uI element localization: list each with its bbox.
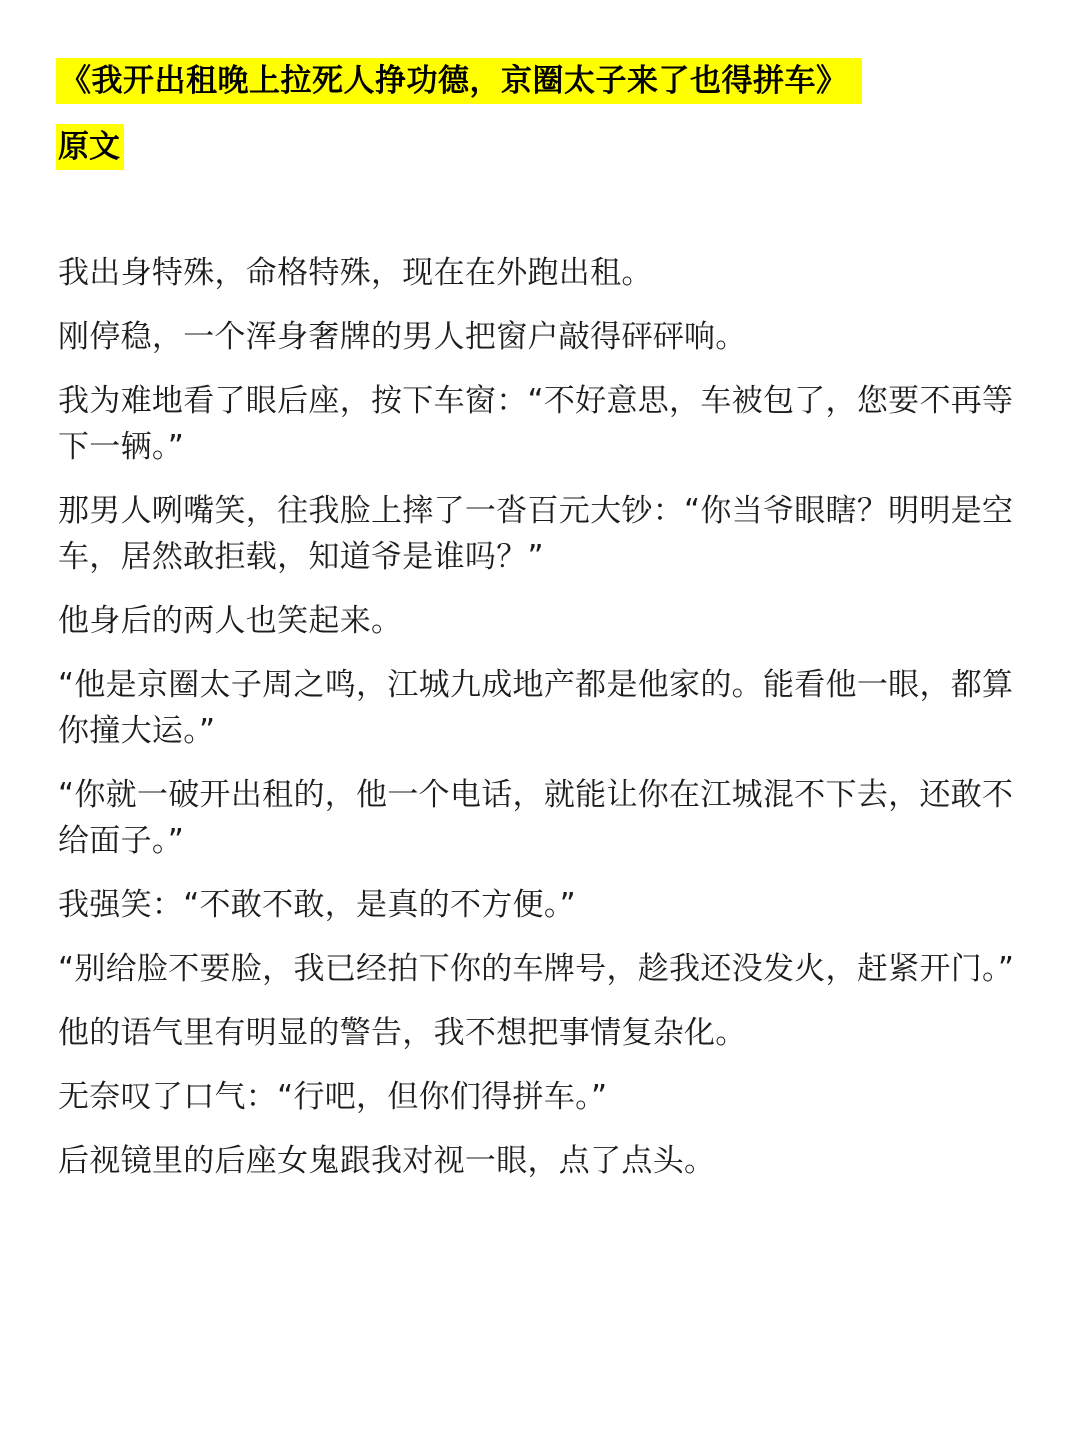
paragraph: 我强笑：“不敢不敢，是真的不方便。” [58, 887, 577, 923]
paragraph: “他是京圈太子周之鸣，江城九成地产都是他家的。能看他一眼，都算你撞大运。” [58, 667, 1014, 749]
paragraph: 我为难地看了眼后座，按下车窗：“不好意思，车被包了，您要不再等下一辆。” [58, 383, 1014, 465]
paragraph: 后视镜里的后座女鬼跟我对视一眼，点了点头。 [58, 1143, 716, 1179]
article-body [58, 250, 1018, 1202]
paragraph: 那男人咧嘴笑，往我脸上摔了一沓百元大钞：“你当爷眼瞎？明明是空车，居然敢拒载，知道爷是谁吗？” [58, 493, 1014, 575]
book-title: 《我开出租晚上拉死人挣功德，京圈太子来了也得拼车》 [56, 58, 862, 104]
paragraph: “你就一破开出租的，他一个电话，就能让你在江城混不下去，还敢不给面子。” [58, 777, 1014, 859]
paragraph: 我出身特殊，命格特殊，现在在外跑出租。 [58, 255, 653, 291]
paragraph: 他身后的两人也笑起来。 [58, 603, 403, 639]
paragraph: 刚停稳，一个浑身奢牌的男人把窗户敲得砰砰响。 [58, 319, 747, 355]
section-label: 原文 [56, 124, 124, 170]
paragraph: 他的语气里有明显的警告，我不想把事情复杂化。 [58, 1015, 747, 1051]
paragraph: “别给脸不要脸，我已经拍下你的车牌号，趁我还没发火，赶紧开门。” [58, 951, 1015, 987]
paragraph: 无奈叹了口气：“行吧，但你们得拼车。” [58, 1079, 608, 1115]
